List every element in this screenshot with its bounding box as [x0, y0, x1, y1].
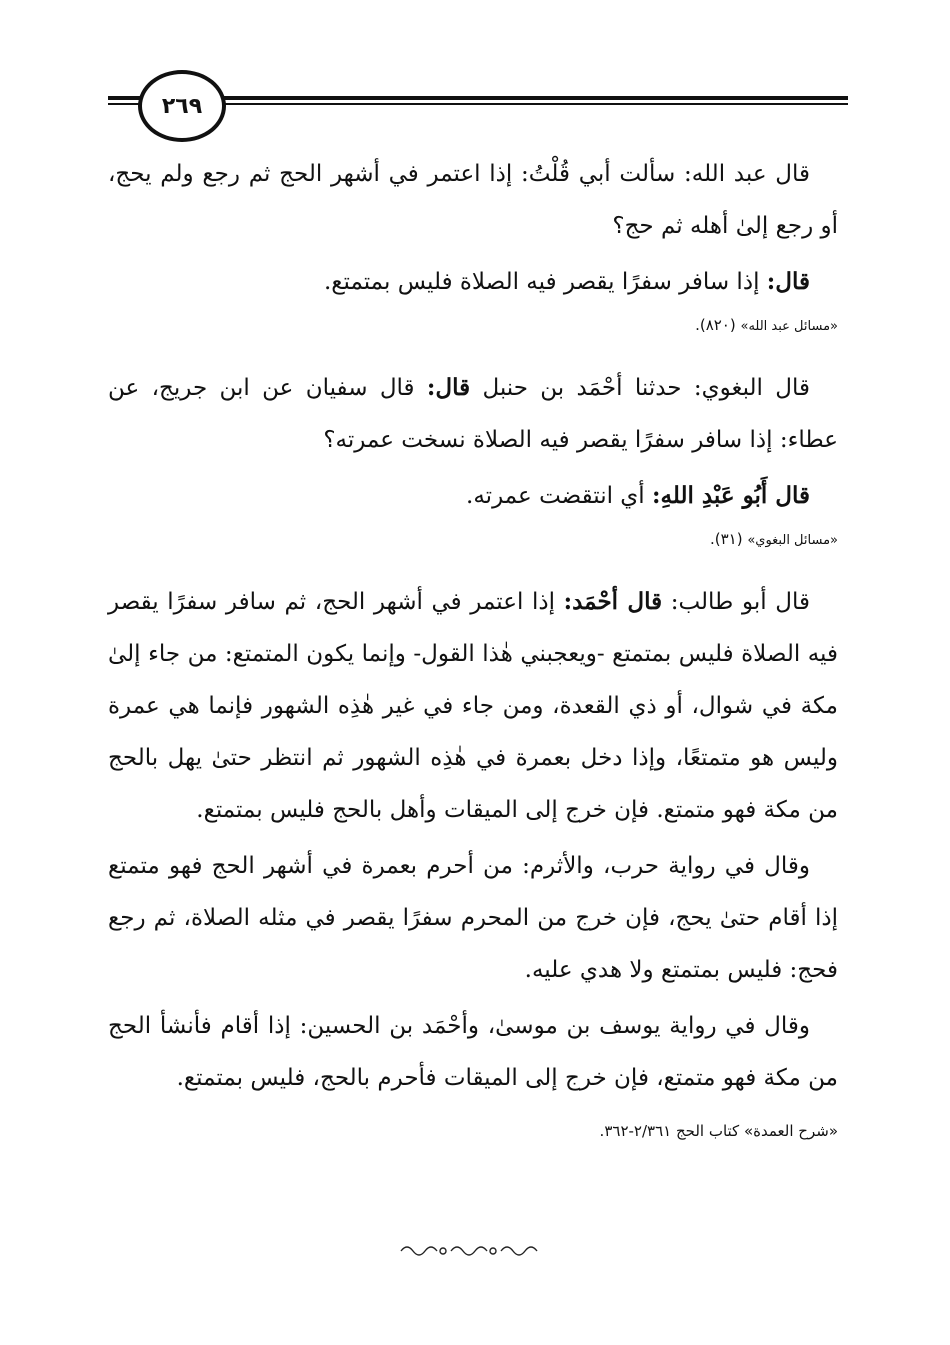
source-title: «مسائل عبد الله» [740, 319, 838, 334]
answer-text: إذا سافر سفرًا يقصر فيه الصلاة فليس بمتمتع. [323, 269, 767, 295]
narration-text: إذا اعتمر في أشهر الحج، ثم سافر سفرًا يقصر فيه الصلاة فليس بمتمتع -ويعجبني هٰذا القول- وإنما يكون المتمتع: من جاء إلىٰ مكة في شوال، أو ذي القعدة، ومن جاء في غير هٰذِه الشهور فإنما هي عمرة وليس هو متمتعًا، وإذا دخل بعمرة في هٰذِه الشهور ثم انتظر حتىٰ يهل بالحج من مكة فهو متمتع. فإن خرج إلى الميقات وأهل بالحج فليس بمتمتع. [108, 589, 838, 823]
said-label: قال أحْمَد: [563, 588, 663, 615]
paragraph-yusuf: وقال في رواية يوسف بن موسىٰ، وأحْمَد بن الحسين: إذا أقام فأنشأ الحج من مكة فهو متمتع، فإن خرج إلى الميقات فأحرم بالحج، فليس بمتمتع. [108, 1013, 838, 1091]
narration-text: قال سفيان عن ابن جريج، عن عطاء: إذا سافر سفرًا يقصر فيه الصلاة نسخت عمرته؟ [108, 375, 838, 453]
source-number: (٣١). [709, 530, 748, 548]
paragraph-question-2 [108, 362, 838, 466]
source-number: (٨٢٠). [695, 316, 741, 334]
paragraph-harb-athram: وقال في رواية حرب، والأثرم: من أحرم بعمرة في أشهر الحج فهو متمتع إذا أقام حتىٰ يحج، فإن خرج من المحرم سفرًا يقصر في مثله الصلاة، ثم رجع فحج: فليس بمتمتع ولا هدي عليه. [108, 853, 838, 983]
page-body [108, 148, 838, 1161]
answer-text: أي انتقضت عمرته. [466, 483, 653, 509]
floral-divider-icon [395, 1240, 545, 1262]
page-number: ٢٦٩ [138, 70, 226, 142]
source-citation-1 [108, 312, 838, 340]
answer-label: قال أَبُو عَبْدِ اللهِ: [652, 482, 810, 509]
source-citation-2 [108, 526, 838, 554]
paragraph-question-1: قال عبد الله: سألت أبي قُلْتُ: إذا اعتمر في أشهر الحج ثم رجع ولم يحج، أو رجع إلىٰ أهله ثم حج؟ [108, 161, 838, 239]
source-title: «مسائل البغوي» [747, 533, 838, 548]
narrator-intro: قال البغوي: حدثنا أحْمَد بن حنبل [470, 375, 810, 401]
said-label: قال: [426, 374, 471, 401]
source-citation-3: «شرح العمدة» كتاب الحج ٢/٣٦١-٣٦٢. [599, 1122, 838, 1140]
answer-label: قال: [766, 268, 810, 295]
paragraph-answer-2 [108, 470, 838, 522]
narrator-intro: قال أبو طالب: [662, 589, 810, 615]
paragraph-answer-1 [108, 256, 838, 308]
paragraph-abu-talib [108, 576, 838, 836]
